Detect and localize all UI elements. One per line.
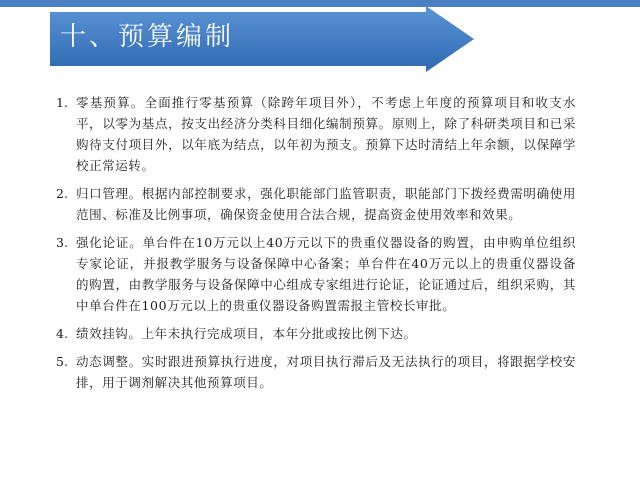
item-text: 零基预算。全面推行零基预算（除跨年项目外），不考虑上年度的预算项目和收支水平，以零为基点，按支出经济分类科目细化编制预算。原则上，除了科研类项目和已采购待支付项目外，以年底为结点，以年初为预支。预算下达时清结上年余额，以保障学校正常运转。 <box>76 95 576 173</box>
list-item <box>56 92 576 176</box>
item-number: 3. <box>56 235 68 250</box>
item-text: 动态调整。实时跟进预算执行进度，对项目执行滞后及无法执行的项目，将跟据学校安排，用于调剂解决其他预算项目。 <box>76 354 576 390</box>
item-number: 2. <box>56 186 68 201</box>
item-text: 强化论证。单台件在10万元以上40万元以下的贵重仪器设备的购置，由申购单位组织专家论证，并报教学服务与设备保障中心备案；单台件在40万元以上的贵重仪器设备的购置，由教学服务与设备保障中心组成专家组进行论证，论证通过后，组织采购，其中单台件在100万元以上的贵重仪器设备购置需报主管校长审批。 <box>76 235 576 313</box>
list-item <box>56 183 576 225</box>
budget-rules-list <box>56 92 576 400</box>
list-item <box>56 351 576 393</box>
item-number: 4. <box>56 326 68 341</box>
page-title: 十、预算编制 <box>60 22 235 52</box>
list-item <box>56 323 576 344</box>
item-text: 绩效挂钩。上年未执行完成项目，本年分批或按比例下达。 <box>76 326 417 341</box>
title-banner <box>50 6 474 72</box>
list-item <box>56 232 576 316</box>
item-number: 5. <box>56 354 68 369</box>
item-text: 归口管理。根据内部控制要求，强化职能部门监管职责，职能部门下拨经费需明确使用范围、标准及比例事项，确保资金使用合法合规，提高资金使用效率和效果。 <box>76 186 576 222</box>
item-number: 1. <box>56 95 68 110</box>
